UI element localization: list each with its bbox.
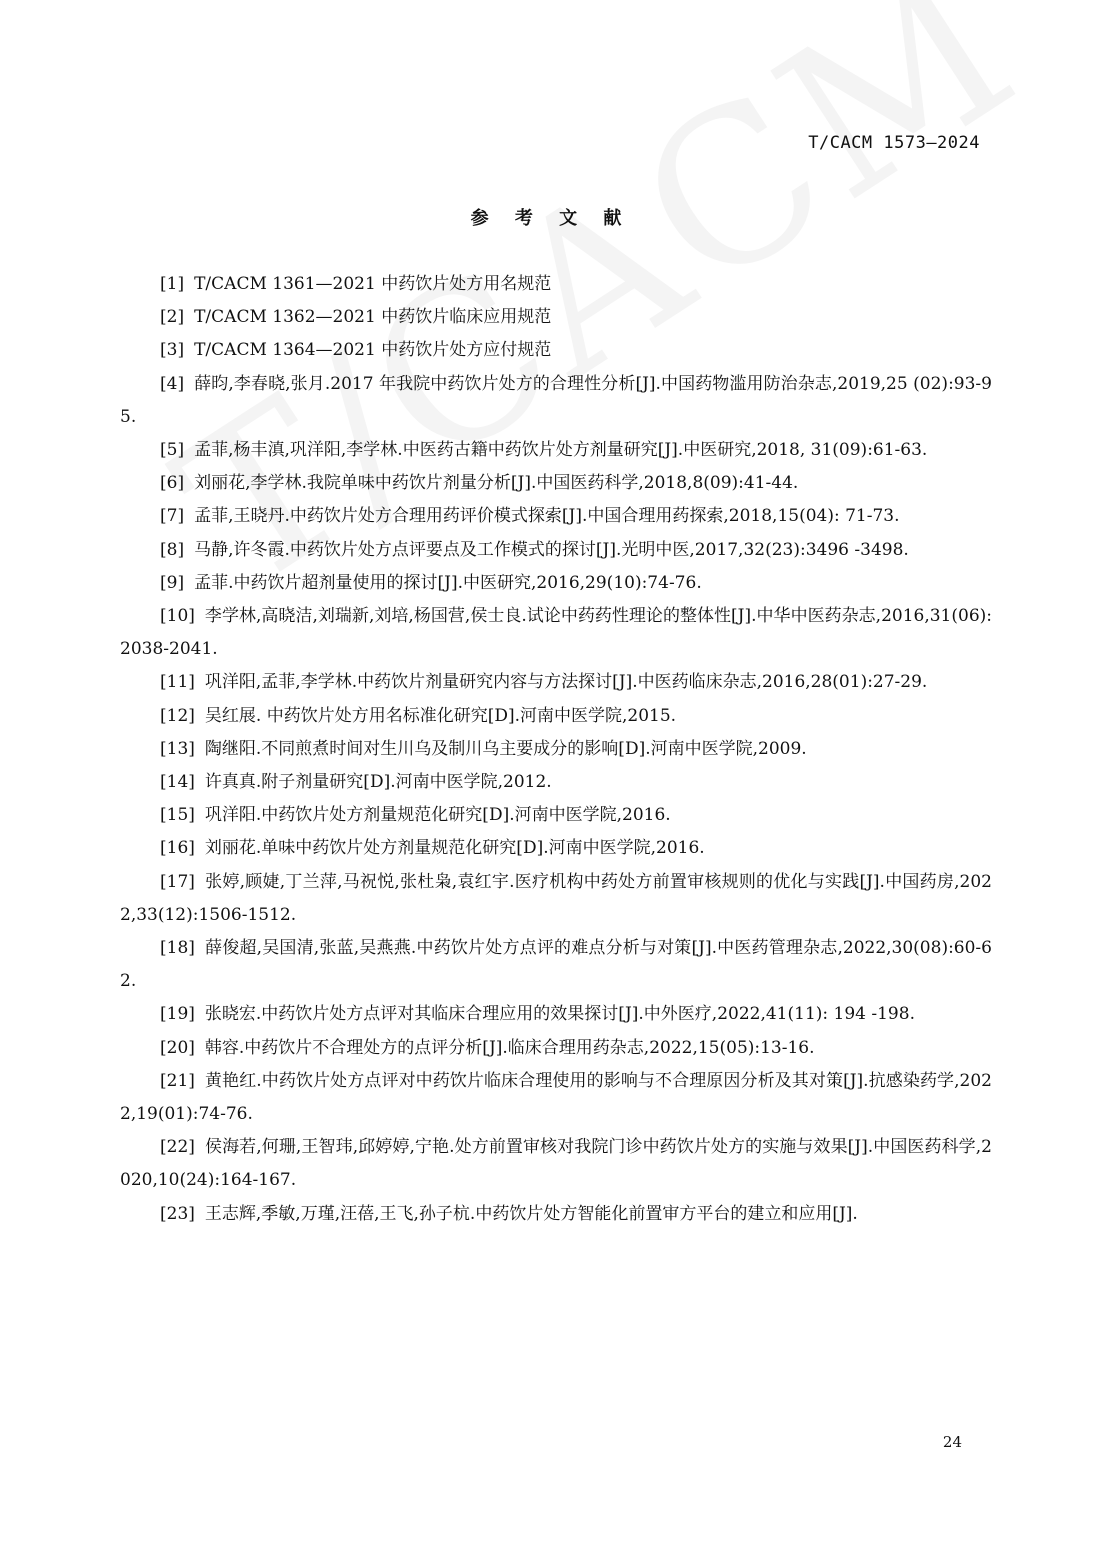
reference-item [120, 534, 992, 567]
reference-number: [13] [160, 738, 195, 759]
reference-number: [17] [160, 871, 195, 892]
reference-text: 张婷,顾婕,丁兰萍,马祝悦,张杜枭,袁红宇.医疗机构中药处方前置审核规则的优化与实践[J].中国药房,2022,33(12):1506-1512. [120, 871, 992, 925]
reference-text: 韩容.中药饮片不合理处方的点评分析[J].临床合理用药杂志,2022,15(05):13-16. [204, 1037, 815, 1058]
reference-number: [10] [160, 606, 195, 627]
reference-text: 黄艳红.中药饮片处方点评对中药饮片临床合理使用的影响与不合理原因分析及其对策[J].抗感染药学,2022,19(01):74-76. [120, 1070, 992, 1125]
reference-text: 许真真.附子剂量研究[D].河南中医学院,2012. [204, 772, 552, 793]
reference-text: T/CACM 1362—2021 中药饮片临床应用规范 [194, 307, 552, 328]
reference-item [120, 832, 992, 865]
reference-item [120, 700, 992, 733]
reference-item [120, 766, 992, 799]
reference-text: 马静,许冬霞.中药饮片处方点评要点及工作模式的探讨[J].光明中医,2017,32(23):3496 -3498. [194, 539, 909, 560]
reference-item [120, 600, 992, 666]
reference-text: 孟菲.中药饮片超剂量使用的探讨[J].中医研究,2016,29(10):74-76. [194, 572, 702, 593]
reference-text: 薛俊超,吴国清,张蓝,吴燕燕.中药饮片处方点评的难点分析与对策[J].中医药管理杂志,2022,30(08):60-62. [120, 938, 992, 992]
reference-number: [7] [160, 506, 185, 527]
reference-number: [19] [160, 1004, 195, 1025]
reference-list [120, 268, 992, 1231]
reference-number: [18] [160, 938, 195, 959]
reference-item [120, 932, 992, 998]
reference-item [120, 1198, 992, 1231]
reference-text: 薛昀,李春晓,张月.2017 年我院中药饮片处方的合理性分析[J].中国药物滥用防治杂志,2019,25 (02):93-95. [120, 373, 992, 427]
reference-number: [2] [160, 307, 185, 328]
page-title: 参 考 文 献 [470, 208, 632, 229]
reference-number: [16] [160, 838, 195, 859]
reference-item [120, 567, 992, 600]
reference-item [120, 1065, 992, 1131]
reference-item [120, 268, 992, 301]
reference-text: 刘丽花,李学林.我院单味中药饮片剂量分析[J].中国医药科学,2018,8(09):41-44. [194, 473, 799, 494]
reference-text: T/CACM 1361—2021 中药饮片处方用名规范 [194, 274, 552, 294]
reference-text: T/CACM 1364—2021 中药饮片处方应付规范 [194, 340, 552, 361]
reference-item [120, 334, 992, 367]
reference-item [120, 998, 992, 1031]
reference-item [120, 301, 992, 334]
reference-number: [1] [160, 274, 185, 294]
standard-code: T/CACM 1573—2024 [808, 133, 980, 153]
reference-item [120, 1131, 992, 1197]
reference-item [120, 467, 992, 500]
reference-text: 孟菲,王晓丹.中药饮片处方合理用药评价模式探索[J].中国合理用药探索,2018,15(04): 71-73. [194, 506, 900, 527]
reference-text: 巩洋阳,孟菲,李学林.中药饮片剂量研究内容与方法探讨[J].中医药临床杂志,2016,28(01):27-29. [204, 672, 928, 693]
reference-number: [9] [160, 572, 185, 593]
reference-item [120, 866, 992, 932]
reference-text: 侯海若,何珊,王智玮,邱婷婷,宁艳.处方前置审核对我院门诊中药饮片处方的实施与效果[J].中国医药科学,2020,10(24):164-167. [120, 1137, 992, 1191]
reference-item [120, 799, 992, 832]
reference-number: [11] [160, 672, 195, 693]
reference-number: [3] [160, 340, 185, 361]
reference-text: 张晓宏.中药饮片处方点评对其临床合理应用的效果探讨[J].中外医疗,2022,41(11): 194 -198. [204, 1004, 915, 1025]
reference-number: [20] [160, 1037, 195, 1058]
reference-number: [15] [160, 805, 195, 826]
reference-text: 刘丽花.单味中药饮片处方剂量规范化研究[D].河南中医学院,2016. [204, 838, 705, 859]
reference-text: 巩洋阳.中药饮片处方剂量规范化研究[D].河南中医学院,2016. [204, 805, 671, 826]
reference-item [120, 1032, 992, 1065]
page-number: 24 [942, 1433, 962, 1451]
reference-number: [23] [160, 1203, 195, 1224]
reference-item [120, 733, 992, 766]
reference-item [120, 368, 992, 434]
reference-number: [8] [160, 539, 185, 560]
reference-number: [21] [160, 1070, 195, 1091]
reference-text: 孟菲,杨丰滇,巩洋阳,李学林.中医药古籍中药饮片处方剂量研究[J].中医研究,2018, 31(09):61-63. [194, 440, 928, 461]
reference-number: [14] [160, 772, 195, 793]
reference-text: 陶继阳.不同煎煮时间对生川乌及制川乌主要成分的影响[D].河南中医学院,2009. [204, 738, 807, 759]
reference-text: 王志辉,季敏,万瑾,汪蓓,王飞,孙子杭.中药饮片处方智能化前置审方平台的建立和应用[J]. [204, 1203, 858, 1224]
reference-text: 吴红展. 中药饮片处方用名标准化研究[D].河南中医学院,2015. [204, 705, 677, 726]
reference-number: [5] [160, 440, 185, 461]
reference-item [120, 666, 992, 699]
reference-item [120, 434, 992, 467]
reference-number: [22] [160, 1137, 195, 1158]
reference-number: [6] [160, 473, 185, 494]
reference-text: 李学林,高晓洁,刘瑞新,刘培,杨国营,侯士良.试论中药药性理论的整体性[J].中华中医药杂志,2016,31(06):2038-2041. [120, 606, 992, 660]
reference-number: [12] [160, 705, 195, 726]
reference-number: [4] [160, 373, 185, 394]
reference-item [120, 500, 992, 533]
